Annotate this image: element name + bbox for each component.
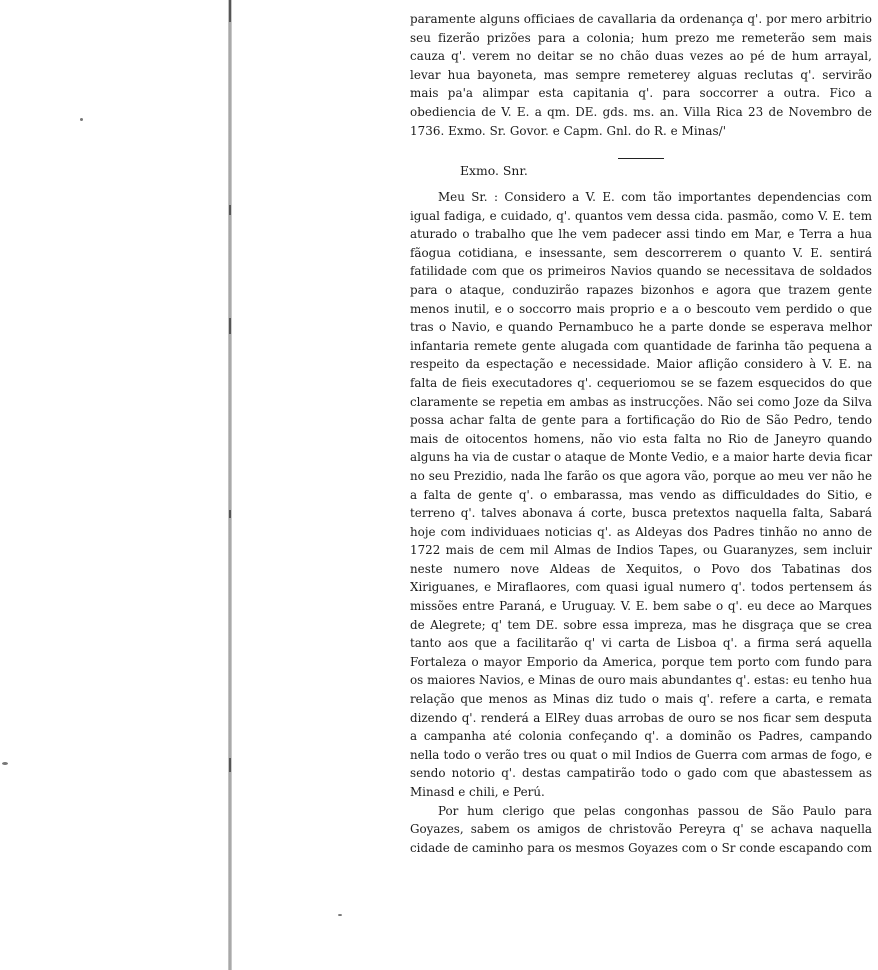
first-paragraph (410, 10, 872, 140)
first-paragraph-text: paramente alguns officiaes de cavallaria da ordenança q'. por mero arbitrio seu fizerão prizões para a colonia; hum prezo me remeterão sem mais cauza q'. verem no deitar se no chão duas vezes ao pé de hum arrayal, levar hua bayoneta, mas sempre remeterey alguas reclutas q'. servirão mais pa'a alimpar esta capitania q'. para soccorrer a outra. Fico a obediencia de V. E. a qm. DE. gds. ms. an. Villa Rica 23 de Novembro de 1736. Exmo. Sr. Govor. e Capm. Gnl. do R. e Minas/' (410, 12, 872, 138)
scan-speck (80, 118, 83, 121)
second-paragraph: Meu Sr. : Considero a V. E. com tão importantes dependencias com igual fadiga, e cuidado, q'. quantos vem dessa cida. pasmão, como V. E. tem aturado o trabalho que lhe vem padecer assi tindo em Mar, e Terra a hua fãogua cotidiana, e insessante, sem descorrerem o quanto V. E. sentirá fatilidade com que os primeiros Navios quando se necessitava de soldados para o ataque, conduzirão rapazes bizonhos e agora que trazem gente menos inutil, e o soccorro mais proprio e a o bescouto vem perdido o que tras o Navio, e quando Pernambuco he a parte donde se esperava melhor infantaria remete gente alugada com quantidade de farinha tão pequena a respeito da espectação e necessidade. Maior aflição considero à V. E. na falta de fieis executadores q'. cequeriomou se se fazem esquecidos do que claramente se repetia em ambas as instrucções. Não sei como Joze da Silva possa achar falta de gente para a fortificação do Rio de São Pedro, tendo mais de oitocentos homens, não vio esta falta no Rio de Janeyro quando alguns ha via de custar o ataque de Monte Vedio, e a maior harte devia ficar no seu Prezidio, nada lhe farão os que agora vão, porque ao meu ver não he a falta de gente q'. o embarassa, mas vendo as difficuldades do Sitio, e terreno q'. talves abonava á corte, busca pretextos naquella falta, Sabará hoje com individuaes noticias q'. as Aldeyas dos Padres tinhão no anno de 1722 mais de cem mil Almas de Indios Tapes, ou Guaranyzes, sem incluir neste numero nove Aldeas de Xequitos, o Povo dos Tabatinas dos Xiriguanes, e Miraflaores, com quasi igual numero q'. todos pertensem ás missões entre Paraná, e Uruguay. V. E. bem sabe o q'. eu dece ao Marques de Alegrete; q' tem DE. sobre essa impreza, mas he disgraça que se crea tanto aos que a facilitarão q' vi carta de Lisboa q'. a firma será aquella Fortaleza o mayor Emporio da America, porque tem porto com fundo para os maiores Navios, e Minas de ouro mais abundantes q'. estas: eu tenho hua relação que menos as Minas diz tudo o mais q'. refere a carta, e remata dizendo q'. renderá a ElRey duas arrobas de ouro se nos ficar sem desputa a campanha até colonia confeçando q'. a dominão os Padres, campando nella todo o verão tres ou quat o mil Indios de Guerra com armas de fogo, e sendo notorio q'. destas campatirão todo o gado com que abastessem as Minasd e chili, e Perú. (410, 190, 872, 799)
binding-mark (229, 318, 231, 334)
section-divider (618, 158, 664, 159)
binding-mark (229, 205, 231, 215)
letter-body (410, 188, 872, 857)
binding-mark (229, 758, 231, 772)
binding-mark (229, 0, 231, 22)
binding-edge (228, 0, 232, 970)
scan-speck (2, 762, 8, 765)
salutation: Exmo. Snr. (460, 163, 528, 178)
third-paragraph: Por hum clerigo que pelas congonhas passou de São Paulo para Goyazes, sabem os amigos de christovão Pereyra q' se achava naquella cidade de caminho para os mesmos Goyazes com o Sr conde escapando com (410, 803, 872, 855)
binding-mark (229, 510, 231, 518)
scan-speck (338, 914, 342, 916)
